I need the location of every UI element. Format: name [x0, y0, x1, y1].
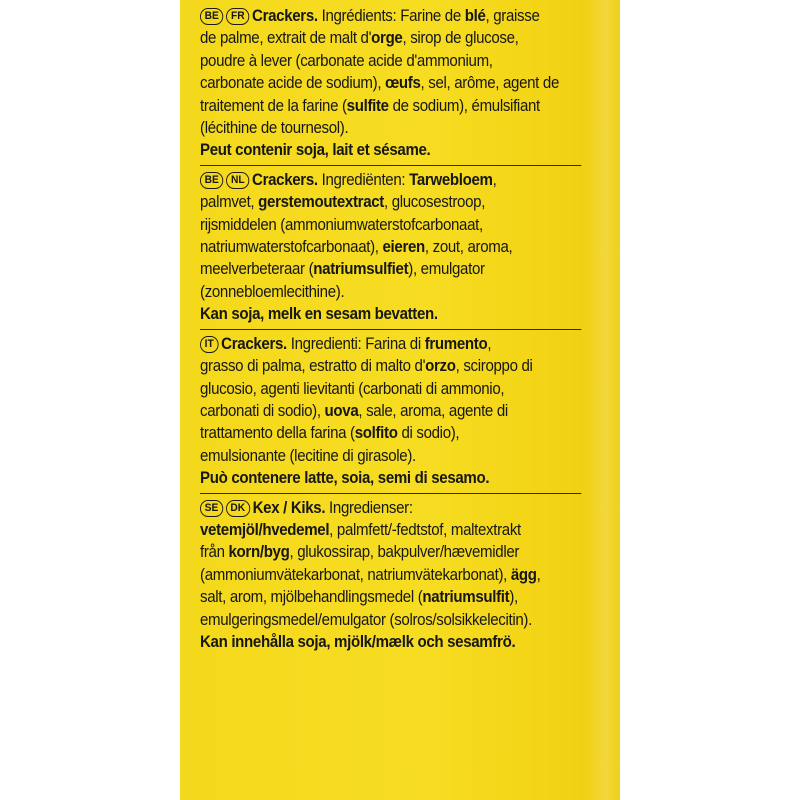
ingredients-line [200, 95, 581, 117]
allergen-text: orge [371, 29, 403, 48]
allergen-text: natriumsulfit [422, 588, 510, 607]
ingredient-text: , sirop de glucose, [402, 29, 519, 48]
ingredients-line [200, 445, 581, 467]
ingredients-section [200, 5, 581, 165]
allergen-text: sulfite [346, 96, 389, 115]
ingredients-section [200, 329, 581, 493]
ingredient-text: , palmfett/-fedtstof, maltextrakt [329, 520, 521, 539]
ingredient-text: Ingredienti: Farina di [286, 334, 425, 353]
ingredients-line [200, 564, 581, 586]
allergen-text: Kan soja, melk en sesam bevatten. [200, 305, 438, 324]
ingredient-text: palmvet, [200, 193, 259, 212]
allergen-text: frumento [424, 334, 488, 353]
country-code-badge: FR [226, 8, 249, 25]
ingredients-line [200, 303, 581, 325]
allergen-text: Kan innehålla soja, mjölk/mælk och sesamfrö. [200, 632, 516, 651]
allergen-text: uova [324, 401, 359, 420]
ingredient-text: ), emulgator [408, 260, 485, 279]
ingredient-text: natriumwaterstofcarbonaat), [200, 238, 383, 257]
allergen-text: vetemjöl/hvedemel [200, 520, 330, 539]
ingredients-line [200, 236, 581, 258]
ingredients-line [200, 355, 581, 377]
ingredients-line [200, 27, 581, 49]
ingredients-line [200, 139, 581, 161]
ingredients-line [200, 519, 581, 541]
ingredient-text: , [487, 334, 492, 353]
ingredients-line [200, 631, 581, 653]
allergen-text: ägg [510, 565, 537, 584]
ingredient-text: , graisse [485, 7, 540, 25]
ingredient-text: meelverbeteraar ( [200, 260, 314, 279]
ingredient-text: salt, arom, mjölbehandlingsmedel ( [200, 588, 423, 607]
ingredient-text: (zonnebloemlecithine). [200, 282, 345, 301]
ingredients-section [200, 493, 581, 657]
ingredient-text: , sciroppo di [455, 357, 533, 376]
ingredient-text: (ammoniumvätekarbonat, natriumvätekarbonat), [200, 565, 511, 584]
allergen-text: Crackers. [252, 170, 318, 189]
allergen-text: orzo [425, 357, 456, 376]
ingredient-text: , sel, arôme, agent de [420, 74, 559, 93]
ingredients-label [180, 0, 620, 800]
allergen-text: œufs [385, 74, 421, 93]
ingredient-text: , sale, aroma, agente di [358, 401, 508, 420]
ingredient-text: emulgeringsmedel/emulgator (solros/solsikkelecitin). [200, 610, 532, 629]
ingredients-line [200, 467, 581, 489]
allergen-text: Peut contenir soja, lait et sésame. [200, 141, 431, 160]
ingredients-line [200, 400, 581, 422]
ingredient-text: Ingrediënten: [317, 170, 410, 189]
country-code-badge: IT [200, 336, 218, 353]
allergen-text: Kex / Kiks. [252, 498, 326, 517]
ingredients-line [200, 117, 581, 139]
ingredients-line [200, 333, 581, 355]
allergen-text: Crackers. [252, 7, 318, 25]
allergen-text: gerstemoutextract [258, 193, 384, 212]
ingredients-line [200, 169, 581, 191]
ingredient-text: , glucosestroop, [383, 193, 486, 212]
ingredient-text: traitement de la farine ( [200, 96, 347, 115]
allergen-text: eieren [382, 238, 425, 257]
ingredient-text: glucosio, agenti lievitanti (carbonati di ammonio, [200, 379, 505, 398]
ingredients-line [200, 609, 581, 631]
country-code-badge: BE [200, 172, 224, 189]
ingredients-line [200, 541, 581, 563]
allergen-text: natriumsulfiet [313, 260, 409, 279]
ingredients-line [200, 281, 581, 303]
country-code-badge: SE [200, 500, 223, 517]
allergen-text: Tarwebloem [409, 170, 493, 189]
ingredient-text: de palme, extrait de malt d' [200, 29, 372, 48]
ingredients-line [200, 72, 581, 94]
ingredient-text: emulsionante (lecitine di girasole). [200, 446, 416, 465]
ingredients-line [200, 586, 581, 608]
allergen-text: korn/byg [228, 543, 290, 562]
ingredient-text: , [492, 170, 497, 189]
ingredient-text: carbonati di sodio), [200, 401, 325, 420]
ingredient-text: carbonate acide de sodium), [200, 74, 386, 93]
allergen-text: Crackers. [221, 334, 287, 353]
ingredient-text: , [536, 565, 541, 584]
ingredients-line [200, 191, 581, 213]
ingredient-text: di sodio), [397, 424, 460, 443]
ingredients-section [200, 165, 581, 329]
ingredient-text: trattamento della farina ( [200, 424, 355, 443]
ingredients-line [200, 258, 581, 280]
country-code-badge: NL [226, 172, 249, 189]
ingredient-text: , zout, aroma, [424, 238, 513, 257]
country-code-badge: BE [200, 8, 224, 25]
ingredient-text: (lécithine de tournesol). [200, 119, 349, 138]
ingredients-text [200, 5, 581, 656]
ingredients-line [200, 378, 581, 400]
ingredients-line [200, 5, 581, 27]
ingredients-line [200, 497, 581, 519]
ingredient-text: Ingrédients: Farine de [317, 7, 465, 25]
ingredients-line [200, 50, 581, 72]
ingredient-text: grasso di palma, estratto di malto d' [200, 357, 426, 376]
ingredient-text: de sodium), émulsifiant [388, 96, 540, 115]
ingredients-line [200, 214, 581, 236]
ingredients-line [200, 422, 581, 444]
ingredient-text: ), [509, 588, 518, 607]
allergen-text: solfito [354, 424, 398, 443]
ingredient-text: Ingredienser: [325, 498, 413, 517]
country-code-badge: DK [226, 500, 250, 517]
ingredient-text: poudre à lever (carbonate acide d'ammonium, [200, 51, 493, 70]
ingredient-text: , glukossirap, bakpulver/hævemidler [289, 543, 520, 562]
ingredient-text: från [200, 543, 229, 562]
allergen-text: blé [464, 7, 486, 25]
allergen-text: Può contenere latte, soia, semi di sesamo. [200, 469, 490, 488]
ingredient-text: rijsmiddelen (ammoniumwaterstofcarbonaat, [200, 215, 483, 234]
